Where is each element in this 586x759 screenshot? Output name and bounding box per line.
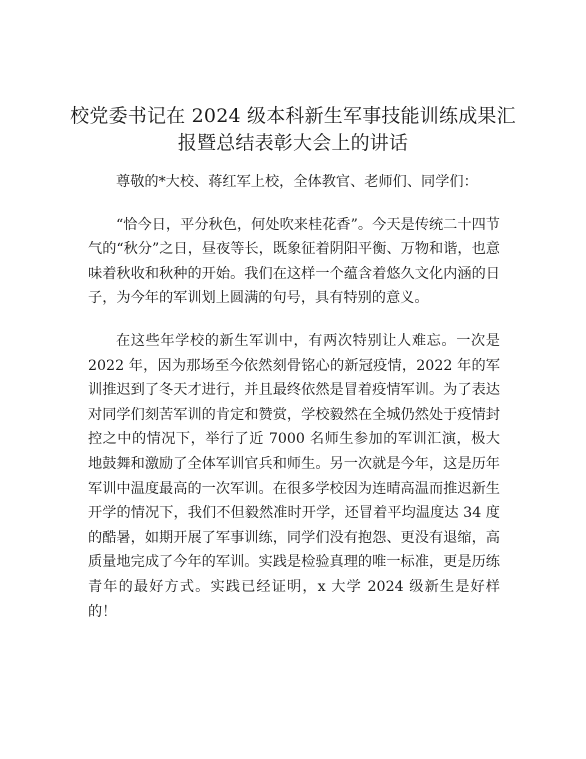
document-body — [88, 170, 500, 624]
paragraph-1: “恰今日，平分秋色，何处吹来桂花香”。今天是传统二十四节气的“秋分”之日，昼夜等长，既象征着阴阳平衡、万物和谐，也意味着秋收和秋种的开始。我们在这样一个蕴含着悠久文化内涵的日子，为今年的军训划上圆满的句号，具有特别的意义。 — [88, 216, 500, 307]
paragraph-2: 在这些年学校的新生军训中，有两次特别让人难忘。一次是 2022 年，因为那场至今依然刻骨铭心的新冠疫情，2022 年的军训推迟到了冬天才进行，并且最终依然是冒着疫情军训。为了表达对同学们刻苦军训的肯定和赞赏，学校毅然在全城仍然处于疫情封控之中的情况下，举行了近 7000 名师生参加的军训汇演，极大地鼓舞和激励了全体军训官兵和师生。另一次就是今年，这是历年军训中温度最高的一次军训。在很多学校因为连晴高温而推迟新生开学的情况下，我们不但毅然准时开学，还冒着平均温度达 34 度的酷暑，如期开展了军事训练，同学们没有抱怨、更没有退缩，高质量地完成了今年的军训。实践是检验真理的唯一标准，更是历练青年的最好方式。实践已经证明，x 大学 2024 级新生是好样的！ — [88, 332, 500, 620]
greeting-line: 尊敬的*大校、蒋红军上校，全体教官、老师们、同学们： — [116, 174, 478, 190]
document-title: 校党委书记在 2024 级本科新生军事技能训练成果汇报暨总结表彰大会上的讲话 — [70, 105, 516, 154]
